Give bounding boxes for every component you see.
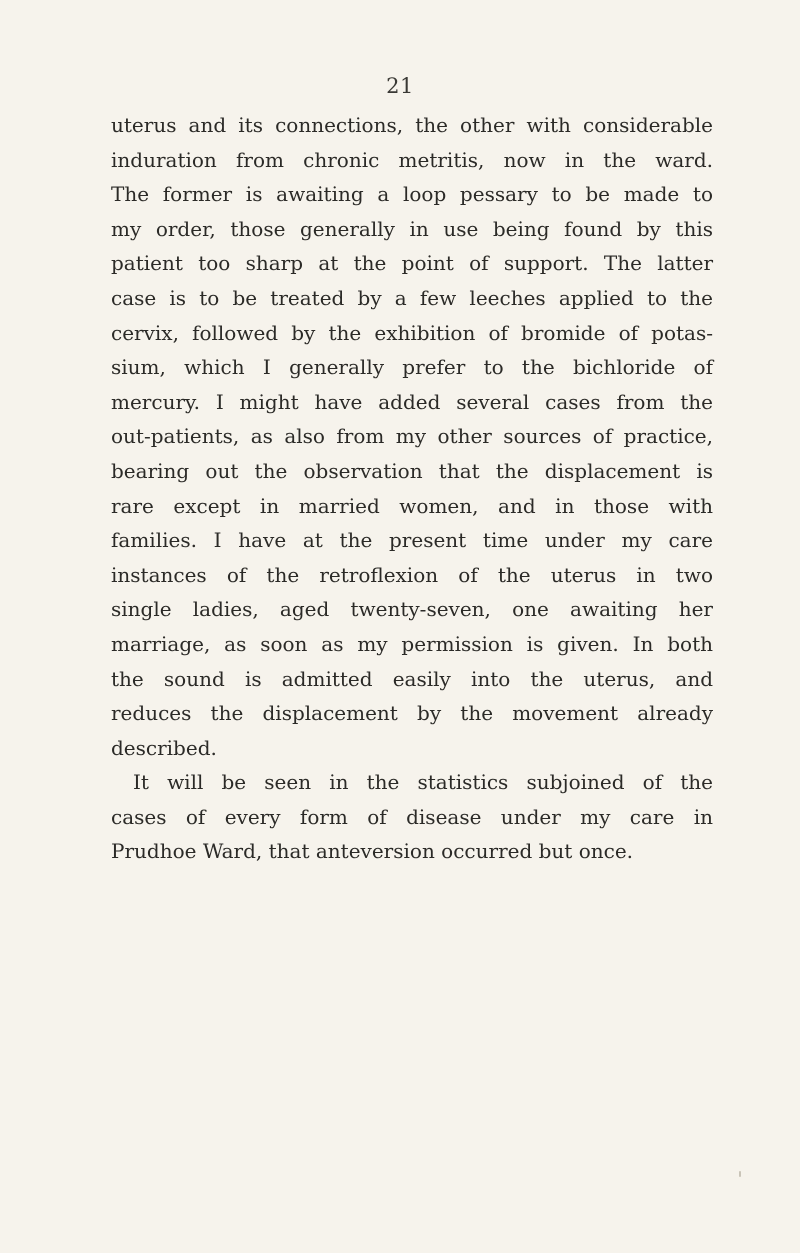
text-line: families. I have at the present time under my care — [111, 528, 713, 553]
text-line: my order, those generally in use being found by this — [111, 216, 713, 241]
text-line: reduces the displacement by the movement already — [111, 701, 713, 726]
text-line: mercury. I might have added several cases from the — [111, 389, 713, 414]
paragraph-2 — [111, 765, 713, 869]
text-line: The former is awaiting a loop pessary to be made to — [111, 182, 713, 207]
text-line: bearing out the observation that the displacement is — [111, 458, 713, 483]
text-line: single ladies, aged twenty-seven, one awaiting her — [111, 597, 713, 622]
text-line: uterus and its connections, the other with considerable — [111, 113, 713, 137]
text-line: sium, which I generally prefer to the bichloride of — [111, 355, 713, 380]
text-line: marriage, as soon as my permission is given. In both — [111, 631, 713, 656]
text-line: cases of every form of disease under my care in — [111, 804, 713, 829]
text-line: the sound is admitted easily into the uterus, and — [111, 666, 713, 691]
paper-speck — [739, 1171, 741, 1177]
text-line: out-patients, as also from my other sources of practice, — [111, 424, 713, 449]
text-line: rare except in married women, and in those with — [111, 493, 713, 518]
text-line: case is to be treated by a few leeches applied to the — [111, 285, 713, 310]
text-line: patient too sharp at the point of support. The latter — [111, 251, 713, 276]
text-line: cervix, followed by the exhibition of bromide of potas- — [111, 320, 713, 345]
text-line: instances of the retroflexion of the uterus in two — [111, 562, 713, 587]
text-line: It will be seen in the statistics subjoined of the — [133, 770, 713, 795]
text-line: Prudhoe Ward, that anteversion occurred but once. — [111, 839, 634, 864]
text-line: described. — [111, 735, 217, 760]
body-text — [111, 108, 713, 869]
text-line: induration from chronic metritis, now in the ward. — [111, 147, 713, 172]
page-number: 21 — [386, 74, 414, 98]
paragraph-1 — [111, 108, 713, 765]
